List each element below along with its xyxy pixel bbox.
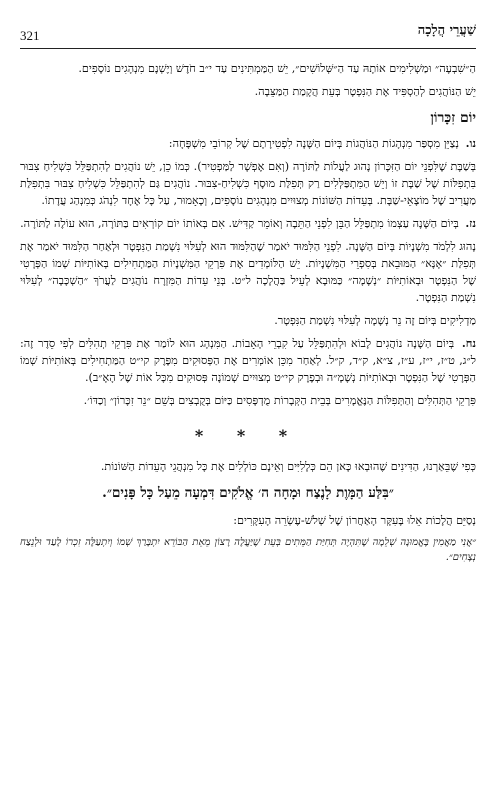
principle-of-faith: ״אֲנִי מַאֲמִין בֶּאֱמוּנָה שְׁלֵמָה שֶׁתִּהְיֶה תְּחִיַּת הַמֵּתִים בְּעֵת שֶׁיַּעֲלֶה רָצוֹן מֵאֵת הַבּוֹרֵא יִתְבָּרַךְ שְׁמוֹ וְיִתְעַלֶּה זִכְרוֹ לָעַד וּלְנֵצַח נְצָחִים״. [20, 537, 476, 563]
paragraph-number: נח. [461, 336, 476, 350]
halacha-paragraph [20, 158, 476, 209]
page-number: 321 [20, 28, 40, 43]
paragraph-text: בְּיוֹם הַשָּׁנָה עַצְמוֹ מִתְפַּלֵּל הַבֵּן לִפְנֵי הַתֵּבָה וְאוֹמֵר קַדִּישׁ. אִם בְּאוֹתוֹ יוֹם קוֹרְאִים בַּתּוֹרָה, הוּא עוֹלֶה לַתּוֹרָה. [20, 217, 459, 230]
running-title: שַׁעֲרֵי הֲלָכָה [417, 23, 476, 38]
intro-paragraph: יֵשׁ הַנּוֹהֲגִים לְהַסְפִּיד אֶת הַנִּפְטָר בְּעֵת הֲקָמַת הַמַּצֵּבָה. [254, 85, 476, 98]
halacha-paragraph [20, 335, 476, 386]
halacha-paragraph [20, 312, 476, 329]
paragraph-number: נז. [465, 216, 476, 230]
paragraph-text: פִּרְקֵי הַתְּהִלִּים וְהַתְּפִלּוֹת הַנֶּאֱמָרִים בְּבֵית הַקְּבָרוֹת מֻדְפָּסִים כַּיּוֹם בְּקֻבְצִים בְּשֵׁם ״נֵר זִכָּרוֹן״ וְכַדּוֹ׳. [83, 394, 476, 407]
section-separator: * * * [194, 426, 302, 445]
halacha-paragraph [20, 238, 476, 306]
halacha-paragraph [20, 135, 476, 152]
paragraph-text: בְּשַׁבָּת שֶׁלִּפְנֵי יוֹם הַזִּכָּרוֹן נָהוּג לַעֲלוֹת לַתּוֹרָה (וְאִם אֶפְשָׁר לַמַּפְטִיר). כְּמוֹ כֵן, יֵשׁ נוֹהֲגִים לְהִתְפַּלֵּל כִּשְׁלִיחַ צִבּוּר בִּתְפִלּוֹת שֶׁל שַׁבָּת זוֹ וְיֵשׁ הַמִּתְפַּלְּלִים רַק תְּפִלַּת מוּסָף כִּשְׁלִיחַ-צִבּוּר. נוֹהֲגִים גַּם לְהִתְפַּלֵּל כִּשְׁלִיחַ צִבּוּר בִּתְפִלַּת מַעֲרִיב שֶׁל מוֹצָאֵי-שַׁבָּת. בְּעֵדוֹת הַשּׁוֹנוֹת מְצוּיִים מִנְהָגִים נוֹסָפִים, וְכָאָמוּר, עַל כָּל אֶחָד לִנְהֹג כְּמִנְהַג עֲדָתוֹ. [20, 160, 476, 207]
halacha-paragraph [20, 392, 476, 409]
verse-quote: ״בִּלַּע הַמָּוֶת לָנֶצַח וּמָחָה ה׳ אֱלֹקִים דִּמְעָה מֵעַל כָּל פָּנִים״. [102, 485, 394, 501]
final-intro: נְסַיֵּם הֲלָכוֹת אֵלוּ בָּעִקָּר הָאַחֲרוֹן שֶׁל שְׁלֹשׁ-עֶשְׂרֵה הָעִקָּרִים: [233, 514, 476, 527]
section-title: יוֹם זִכָּרוֹן [430, 110, 476, 126]
paragraph-text: נָהוּג לִלְמֹד מִשְׁנָיוֹת בְּיוֹם הַשָּׁנָה. לִפְנֵי הַלִּמּוּד יֹאמַר שֶׁהַלִּמּוּד הוּא לְעִלּוּי נִשְׁמַת הַנִּפְטָר וּלְאַחַר הַלִּמּוּד יֹאמַר אֶת תְּפִלַּת ״אָנָּא״ הַמּוּבֵאת בְּסִפְרֵי הַמִּשְׁנָיוֹת. יֵשׁ הַלּוֹמְדִים אֶת פִּרְקֵי הַמִּשְׁנָיוֹת הַמַּתְחִילִים בְּאוֹתִיּוֹת שְׁמוֹ הַפְּרָטִי שֶׁל הַנִּפְטָר וּבְאוֹתִיּוֹת ״נְשָׁמָה״ כַּמּוּבָא לְעֵיל בַּהֲלָכָה ל״ט. בְּנֵי עֵדוֹת הַמִּזְרָח נוֹהֲגִים לַעֲרֹךְ ״הַשְׁכָּבָה״ לְעִלּוּי נִשְׁמַת הַנִּפְטָר. [20, 240, 476, 304]
page-header [20, 22, 476, 44]
paragraph-number: נו. [465, 136, 476, 150]
paragraph-text: בְּיוֹם הַשָּׁנָה נוֹהֲגִים לָבוֹא וּלְהִתְפַּלֵּל עַל קִבְרֵי הָאָבוֹת. הַמִּנְהָג הוּא לוֹמַר אֶת פִּרְקֵי תְהִלִּים לְפִי סֵדֶר זֶה: ל״ג, ט״ז, י״ז, ע״ז, צ״א, ק״ד, ק״ל. לְאַחַר מִכֵּן אוֹמְרִים אֶת הַפְּסוּקִים מִפֶּרֶק קי״ט הַמַּתְחִילִים בְּאוֹתִיּוֹת שְׁמוֹ הַפְּרָטִי שֶׁל הַנִּפְטָר וּבְאוֹתִיּוֹת נְשָׁמָ״ה וּבְפֶרֶק קי״ט מְצוּיִים שְׁמוֹנָה פְּסוּקִים מִכָּל אוֹת שֶׁל הָאָ״ב). [20, 337, 476, 384]
closing-paragraph: כְּפִי שֶׁבֵּאַרְנוּ, הַדִּינִים שֶׁהוּבְאוּ כָּאן הֵם כְּלָלִיִּים וְאֵינָם כּוֹלְלִים אֶת כָּל מִנְהֲגֵי הָעֵדוֹת הַשּׁוֹנוֹת. [100, 460, 476, 473]
page-content [20, 60, 476, 571]
paragraph-text: נְצַיֵּן מִסְפַּר מִנְהָגוֹת הַנּוֹהֲגוֹת בְּיוֹם הַשָּׁנָה לִפְטִירָתָם שֶׁל קְרוֹבֵי מִשְׁפָּחָה: [168, 137, 460, 150]
halacha-paragraph [20, 215, 476, 232]
intro-paragraph: הַ״שִׁבְעָה״ וּמַשְׁלִימִים אוֹתָהּ עַד הַ״שְּׁלוֹשִׁים״, יֵשׁ הַמַּמְתִּינִים עַד י״ב חֹדֶשׁ וְיֶשְׁנָם מִנְהָגִים נוֹסָפִים. [78, 62, 476, 75]
paragraph-text: מַדְלִיקִים בְּיוֹם זֶה נֵר נְשָׁמָה לְעִלּוּי נִשְׁמַת הַנִּפְטָר. [274, 314, 476, 327]
header-divider [20, 48, 476, 49]
